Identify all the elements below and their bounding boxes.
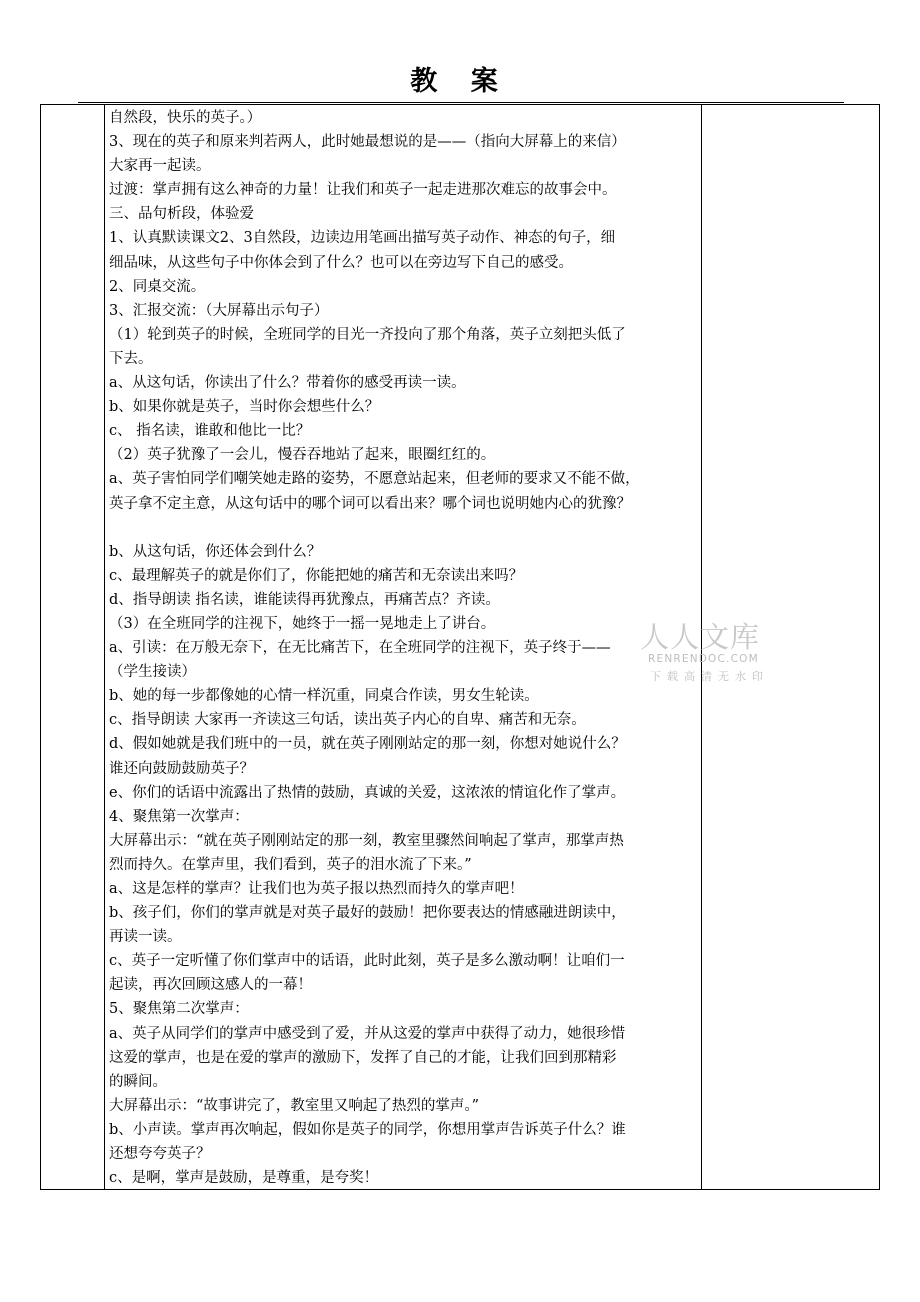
content-line: 大屏幕出示：“故事讲完了，教室里又响起了热烈的掌声。” (109, 1097, 480, 1114)
content-line: 3、现在的英子和原来判若两人，此时她最想说的是——（指向大屏幕上的来信） (109, 134, 626, 151)
content-line: a、英子从同学们的掌声中感受到了爱，并从这爱的掌声中获得了动力，她很珍惜 (109, 1025, 626, 1042)
watermark-english: RENRENDOC.COM (648, 653, 759, 665)
content-line: 烈而持久。在掌声里，我们看到，英子的泪水流了下来。” (109, 856, 472, 873)
content-line: a、这是怎样的掌声？让我们也为英子报以热烈而持久的掌声吧！ (109, 881, 524, 897)
content-line: （学生接读） (109, 664, 196, 681)
content-line: 谁还向鼓励鼓励英子？ (109, 760, 254, 777)
content-line: a、引读：在万般无奈下，在无比痛苦下，在全班同学的注视下，英子终于—— (109, 640, 611, 657)
content-line: b、如果你就是英子，当时你会想些什么？ (109, 399, 380, 416)
content-line: c、最理解英子的就是你们了，你能把她的痛苦和无奈读出来吗？ (109, 567, 524, 584)
content-line: 过渡：掌声拥有这么神奇的力量！让我们和英子一起走进那次难忘的故事会中。 (109, 182, 617, 199)
content-line: 自然段，快乐的英子。） (109, 110, 262, 126)
content-line: b、孩子们，你们的掌声就是对英子最好的鼓励！把你要表达的情感融进朗读中， (109, 905, 626, 922)
content-line: 起读，再次回顾这感人的一幕！ (109, 977, 312, 994)
content-line: a、英子害怕同学们嘲笑她走路的姿势，不愿意站起来，但老师的要求又不能不做， (109, 471, 640, 488)
content-line: 大家再一起读。 (109, 158, 211, 175)
content-line: b、从这句话，你还体会到什么？ (109, 543, 322, 560)
content-line: 1、认真默读课文2、3自然段，边读边用笔画出描写英子动作、神态的句子，细 (109, 230, 616, 247)
content-line: b、小声读。掌声再次响起，假如你是英子的同学，你想用掌声告诉英子什么？谁 (109, 1121, 626, 1138)
content-line: 再读一读。 (109, 929, 182, 946)
content-line: c、指导朗读 大家再一齐读这三句话，读出英子内心的自卑、痛苦和无奈。 (109, 712, 586, 729)
header-rule (78, 102, 844, 103)
content-line: （2）英子犹豫了一会儿，慢吞吞地站了起来，眼圈红红的。 (109, 447, 496, 464)
content-line: （3）在全班同学的注视下，她终于一摇一晃地走上了讲台。 (109, 615, 496, 632)
content-line: c、 指名读，谁敢和他比一比？ (109, 423, 311, 440)
content-line: 还想夸夸英子？ (109, 1146, 211, 1163)
watermark-chinese: 人人文库 (640, 620, 761, 654)
content-line: c、是啊，掌声是鼓励，是尊重，是夸奖！ (109, 1170, 379, 1187)
content-line: d、假如她就是我们班中的一员，就在英子刚刚站定的那一刻，你想对她说什么？ (109, 736, 626, 753)
table-left-column-divider (104, 105, 105, 1189)
content-line: e、你们的话语中流露出了热情的鼓励，真诚的关爱，这浓浓的情谊化作了掌声。 (109, 784, 626, 801)
content-line (109, 516, 703, 540)
content-line: 三、品句析段，体验爱 (109, 206, 254, 223)
content-line: 4、聚焦第一次掌声： (109, 808, 249, 825)
content-line: 细品味，从这些句子中你体会到了什么？也可以在旁边写下自己的感受。 (109, 254, 573, 271)
content-line: 英子拿不定主意，从这句话中的哪个词可以看出来？哪个词也说明她内心的犹豫？ (109, 495, 631, 512)
content-line: b、她的每一步都像她的心情一样沉重，同桌合作读，男女生轮读。 (109, 688, 539, 705)
content-line: 3、汇报交流：（大屏幕出示句子） (109, 302, 329, 319)
page-title: 教 案 (410, 66, 510, 97)
content-line: d、指导朗读 指名读，谁能读得再犹豫点，再痛苦点？齐读。 (109, 591, 500, 608)
content-line: 的瞬间。 (109, 1073, 167, 1090)
lesson-content (109, 106, 703, 1190)
content-line: （1）轮到英子的时候，全班同学的目光一齐投向了那个角落，英子立刻把头低了 (109, 326, 626, 343)
watermark-subtitle: 下载高清无水印 (650, 670, 769, 683)
content-line: 下去。 (109, 350, 153, 367)
content-line: c、英子一定听懂了你们掌声中的话语，此时此刻，英子是多么激动啊！让咱们一 (109, 953, 625, 970)
content-line: 这爱的掌声，也是在爱的掌声的激励下，发挥了自己的才能，让我们回到那精彩 (109, 1049, 617, 1066)
watermark (640, 620, 780, 686)
content-line: 2、同桌交流。 (109, 278, 206, 295)
content-line: a、从这句话，你读出了什么？带着你的感受再读一读。 (109, 375, 466, 392)
content-line: 5、聚焦第二次掌声： (109, 1001, 249, 1018)
content-line: 大屏幕出示：“就在英子刚刚站定的那一刻，教室里骤然间响起了掌声，那掌声热 (109, 832, 624, 849)
